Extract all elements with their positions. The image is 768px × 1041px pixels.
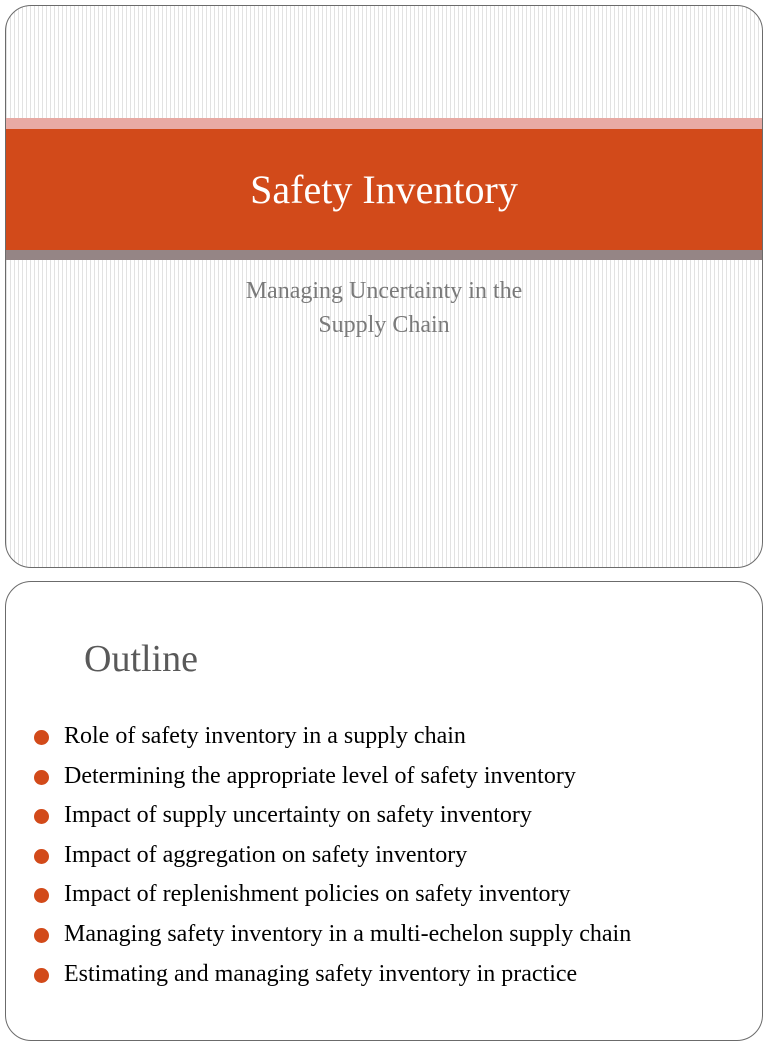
list-item-text: Role of safety inventory in a supply chain [64, 723, 466, 749]
list-item [32, 717, 631, 757]
outline-slide [5, 581, 763, 1041]
list-item [32, 836, 631, 876]
title-band-top-stripe [6, 118, 762, 129]
list-item-text: Impact of aggregation on safety inventory [64, 841, 468, 868]
list-item [32, 955, 631, 995]
list-item [32, 915, 631, 955]
list-item [32, 757, 631, 797]
list-item [32, 875, 631, 915]
bullet-dot-icon [34, 849, 49, 864]
list-item-text: Managing safety inventory in a multi-echelon supply chain [64, 920, 632, 947]
bullet-dot-icon [34, 809, 49, 824]
outline-heading: Outline [84, 638, 198, 680]
title-band-bottom-stripe [6, 250, 762, 260]
list-item-text: Estimating and managing safety inventory in practice [64, 960, 578, 987]
list-item-text: Impact of replenishment policies on safety inventory [64, 881, 571, 908]
bullet-dot-icon [34, 928, 49, 943]
subtitle-line-2: Supply Chain [318, 312, 450, 338]
bullet-dot-icon [34, 730, 49, 745]
list-item-text: Impact of supply uncertainty on safety inventory [64, 802, 532, 829]
slide-subtitle [186, 274, 582, 342]
bullet-dot-icon [34, 968, 49, 983]
list-item [32, 796, 631, 836]
outline-list [32, 717, 631, 994]
bullet-dot-icon [34, 770, 49, 785]
list-item-text: Determining the appropriate level of safety inventory [64, 762, 576, 789]
bullet-dot-icon [34, 888, 49, 903]
subtitle-line-1: Managing Uncertainty in the [245, 278, 523, 304]
slide-title: Safety Inventory [250, 167, 518, 212]
title-slide [5, 5, 763, 568]
